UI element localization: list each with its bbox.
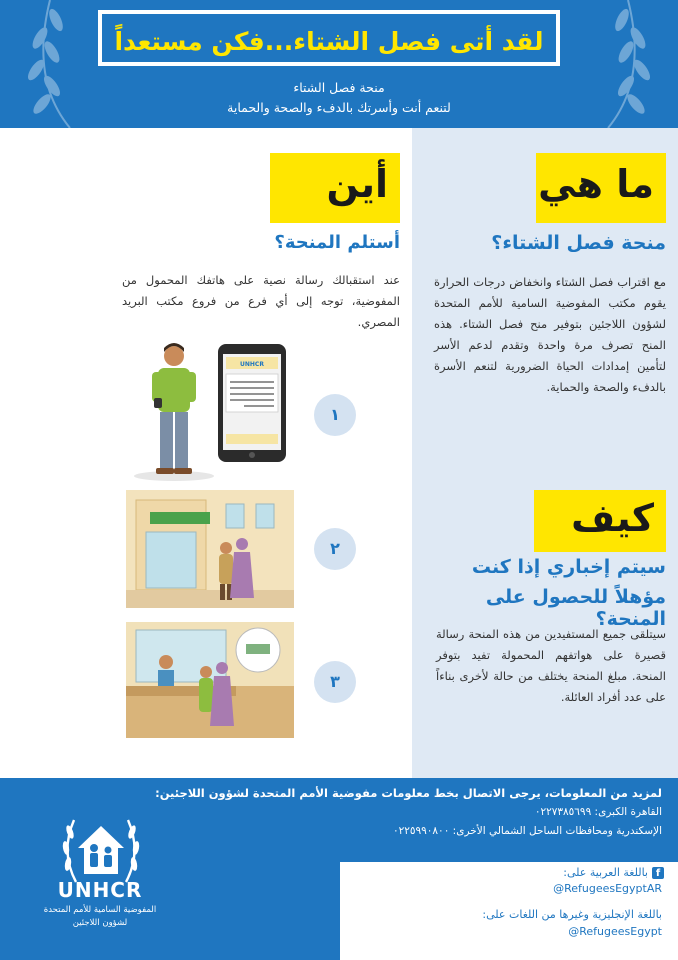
what-heading: ما هي [538,162,654,206]
where-subheading: أستلم المنحة؟ [274,232,400,253]
step-2-number: ٢ [314,528,356,570]
how-body: سيتلقى جميع المستفيدين من هذه المنحة رسالة قصيرة على هواتفهم المحمولة تفيد بتوفر المنحة. مبلغ المنحة يختلف من حالة لأخرى بناءاً على عدد أفراد العائلة. [436,627,666,704]
unhcr-logo-text: UNHCR [57,878,143,902]
step-1-illustration [126,338,294,481]
page-title: لقد أتى فصل الشتاء...فكن مستعداً [98,10,560,66]
arabic-page-handle[interactable]: @RefugeesEgyptAR [553,882,662,895]
facebook-icon: f [652,867,664,879]
how-heading-box [534,490,666,552]
step-3-number: ٣ [314,661,356,703]
where-body: عند استقبالك رسالة نصية على هاتفك المحمول من المفوضية، توجه إلى أي فرع من فروع مكتب البريد المصري. [122,273,400,329]
post-office-exterior-illustration [126,490,294,608]
page-subtitle-2: لتنعم أنت وأسرتك بالدفء والصحة والحماية [227,100,451,115]
english-page-label: باللغة الإنجليزية وغيرها من اللغات على: [482,908,662,921]
english-page-handle[interactable]: @RefugeesEgypt [568,925,662,938]
post-office-counter-illustration [126,622,294,738]
step-2-illustration [126,490,294,608]
where-heading-box [270,153,400,223]
what-subheading: منحة فصل الشتاء؟ [491,232,666,254]
footer-info-line: لمزيد من المعلومات، يرجى الاتصال بخط معلومات مفوضية الأمم المتحدة لشؤون اللاجئين: [155,786,662,800]
what-body: مع اقتراب فصل الشتاء وانخفاض درجات الحرارة يقوم مكتب المفوضية السامية للأمم المتحدة لشؤون اللاجئين بتوفير منح فصل الشتاء. هذه المنح تصرف مرة واحدة وتقدم لدعم الأسر لتأمين إمدادات الحياة الضرورية لتنعم الأسرة بالدفء والصحة والحماية. [434,275,666,394]
unhcr-logo-subtitle-2: لشؤون اللاجئين [72,918,128,928]
man-with-phone-illustration [126,338,294,481]
where-heading: أين [326,162,388,206]
phone-brand-label: UNHCR [240,361,264,368]
unhcr-logo-subtitle-1: المفوضية السامية للأمم المتحدة [43,905,157,915]
step-1-number: ١ [314,394,356,436]
how-heading: كيف [571,496,654,540]
how-subheading-line2: مؤهلاً للحصول على المنحة؟ [485,586,666,630]
arabic-page-label: باللغة العربية على: [563,866,648,879]
how-subheading-line1: سيتم إخباري إذا كنت [471,556,666,578]
what-heading-box [536,153,666,223]
footer-cairo-hotline: القاهرة الكبرى: ٠٢٢٧٣٨٥٦٩٩ [534,806,662,818]
unhcr-emblem-icon [56,812,146,888]
footer-alex-hotline: الإسكندرية ومحافظات الساحل الشمالي الأخرى: ٠٢٢٥٩٩٠٨٠٠ [392,825,662,837]
page-subtitle-1: منحة فصل الشتاء [293,80,385,95]
step-3-illustration [126,622,294,738]
header-banner [0,0,678,128]
